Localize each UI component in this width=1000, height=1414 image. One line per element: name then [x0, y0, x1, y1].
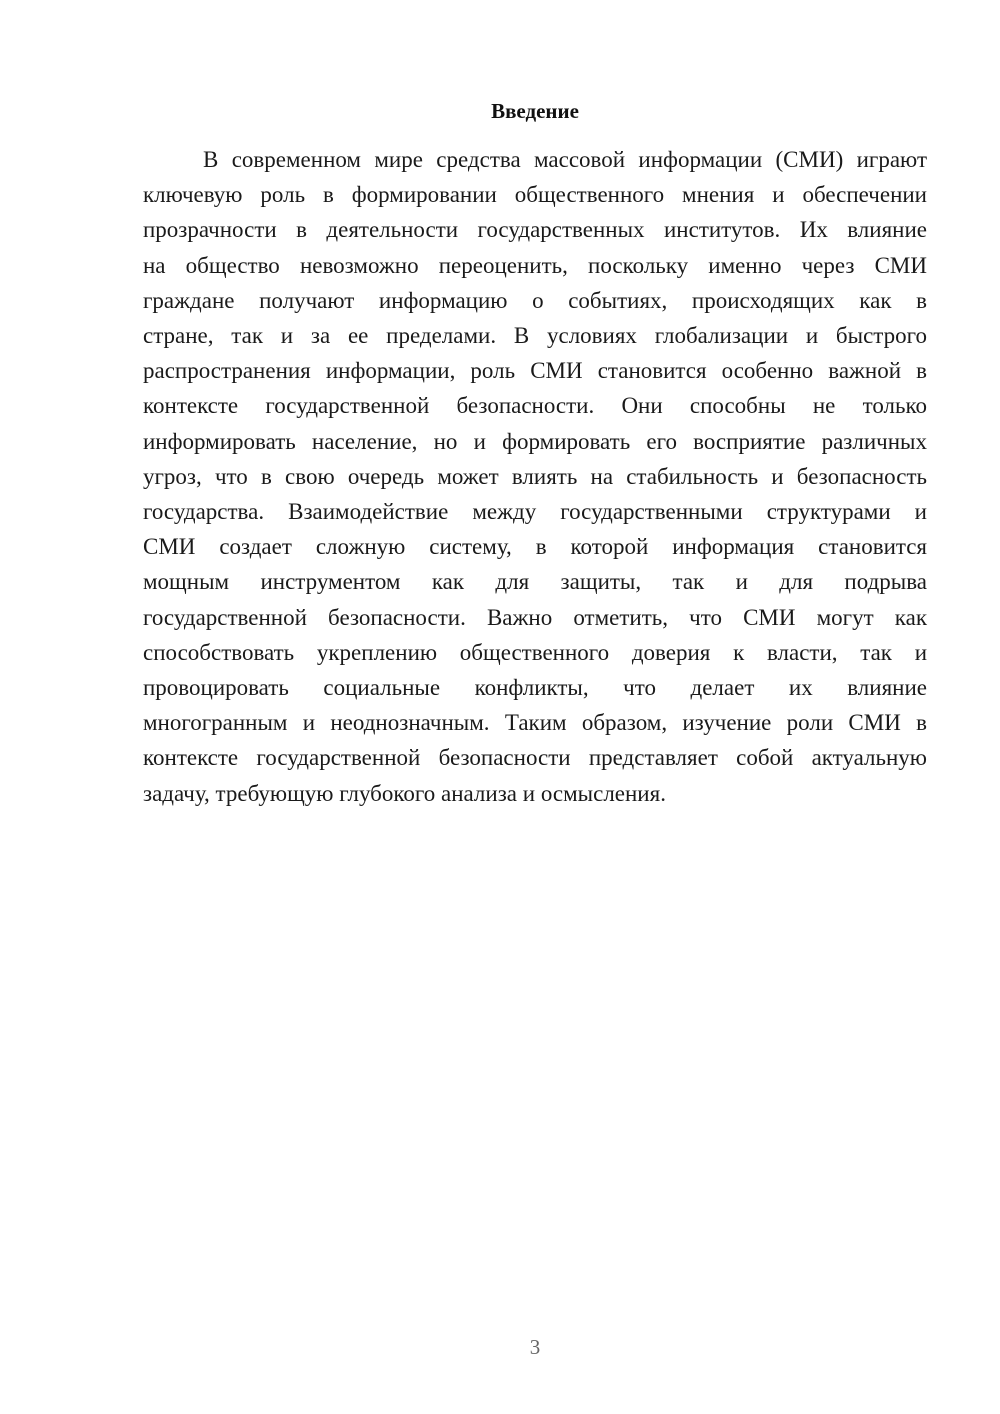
paragraph-line: СМИ создает сложную систему, в которой информация становится — [143, 534, 927, 560]
introduction-paragraph — [143, 142, 927, 811]
paragraph-line: распространения информации, роль СМИ становится особенно важной в — [143, 358, 927, 384]
paragraph-line: граждане получают информацию о событиях, происходящих как в — [143, 287, 927, 313]
paragraph-line: угроз, что в свою очередь может влиять на стабильность и безопасность — [143, 463, 927, 489]
paragraph-line: на общество невозможно переоценить, поскольку именно через СМИ — [143, 252, 927, 278]
section-heading: Введение — [491, 99, 579, 123]
paragraph-line: контексте государственной безопасности представляет собой актуальную — [143, 745, 927, 771]
paragraph-line: стране, так и за ее пределами. В условиях глобализации и быстрого — [143, 323, 927, 349]
paragraph-line: многогранным и неоднозначным. Таким образом, изучение роли СМИ в — [143, 710, 927, 736]
paragraph-line: государственной безопасности. Важно отметить, что СМИ могут как — [143, 604, 927, 630]
paragraph-line: мощным инструментом как для защиты, так и для подрыва — [143, 569, 927, 595]
page-number: 3 — [529, 1335, 541, 1359]
paragraph-line: способствовать укреплению общественного доверия к власти, так и — [143, 639, 927, 665]
paragraph-line: В современном мире средства массовой информации (СМИ) играют — [203, 147, 927, 172]
paragraph-line: задачу, требующую глубокого анализа и осмысления. — [143, 780, 666, 806]
paragraph-line: ключевую роль в формировании общественного мнения и обеспечении — [143, 182, 927, 208]
paragraph-line: прозрачности в деятельности государственных институтов. Их влияние — [143, 217, 927, 243]
paragraph-line: информировать население, но и формировать его восприятие различных — [143, 428, 927, 454]
paragraph-line: контексте государственной безопасности. Они способны не только — [143, 393, 927, 419]
paragraph-line: государства. Взаимодействие между государственными структурами и — [143, 499, 927, 525]
paragraph-line: провоцировать социальные конфликты, что делает их влияние — [143, 675, 927, 701]
